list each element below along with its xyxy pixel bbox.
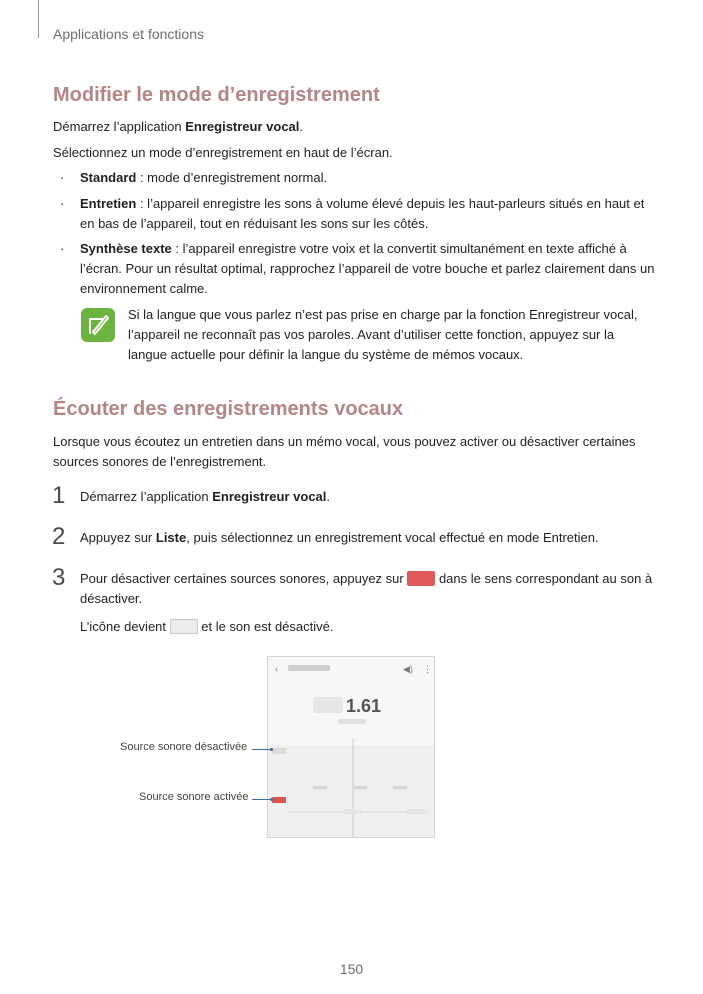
header-divider (38, 0, 39, 38)
callout-line-off (252, 749, 272, 750)
note-text: Si la langue que vous parlez n’est pas prise en charge par la fonction Enregistreur vocal, l’appareil ne reconnaît pas vos paroles. Avant d’utiliser cette fonction, appuyez sur la langue actuelle pour définir la langue du système de mémos vocaux. (128, 307, 638, 362)
bullet-marker: · (60, 170, 65, 185)
note-icon (80, 307, 116, 343)
step-number: 2 (52, 523, 66, 550)
svg-text:◀): ◀) (403, 664, 413, 674)
section-title-listen: Écouter des enregistrements vocaux (53, 398, 404, 420)
intro-paragraph-1: Démarrez l’application Enregistreur vocal. (53, 119, 304, 134)
callout-line-on (252, 799, 272, 800)
bullet-marker: · (60, 196, 65, 211)
bullet-standard: Standard : mode d’enregistrement normal. (80, 170, 328, 185)
callout-source-off: Source sonore désactivée (120, 741, 248, 753)
source-off-button-icon (170, 619, 198, 634)
phone-screenshot (267, 656, 435, 838)
page-number: 150 (339, 961, 364, 977)
step-1-text: Démarrez l’application Enregistreur vocal. (80, 489, 331, 504)
step-3-result: L’icône devient et le son est désactivé. (80, 619, 334, 634)
recording-time: 1.61 (346, 696, 382, 716)
callout-dot-off (270, 748, 273, 751)
svg-text:⋮: ⋮ (423, 664, 432, 674)
phone-screen-illustration (268, 657, 434, 837)
step-3-text: Pour désactiver certaines sources sonores, appuyez sur dans le sens correspondant au son à désactiver. (80, 571, 653, 606)
step-number: 1 (52, 482, 66, 509)
source-on-button-icon (407, 571, 435, 586)
section-title-recording-mode: Modifier le mode d’enregistrement (53, 84, 380, 106)
bullet-synthese-texte: Synthèse texte : l’appareil enregistre votre voix et la convertit simultanément en texte affiché à l’écran. Pour un résultat optimal, rapprochez l’appareil de votre bouche et parlez clairement dans un environnement calme. (80, 241, 655, 296)
callout-source-on: Source sonore activée (139, 791, 249, 803)
section2-intro: Lorsque vous écoutez un entretien dans un mémo vocal, vous pouvez activer ou désactiver certaines sources sonores de l’enregistrement. (53, 434, 636, 469)
intro-paragraph-2: Sélectionnez un mode d’enregistrement en haut de l’écran. (53, 145, 393, 160)
page-header: Applications et fonctions (53, 26, 204, 42)
callout-dot-on (270, 798, 273, 801)
step-number: 3 (52, 564, 66, 591)
step-2-text: Appuyez sur Liste, puis sélectionnez un enregistrement vocal effectué en mode Entretien. (80, 530, 599, 545)
svg-text:‹: ‹ (275, 664, 278, 674)
bullet-marker: · (60, 241, 65, 256)
bullet-entretien: Entretien : l’appareil enregistre les sons à volume élevé depuis les haut-parleurs situés en haut et en bas de l’appareil, tout en réduisant les sons sur les côtés. (80, 196, 645, 231)
